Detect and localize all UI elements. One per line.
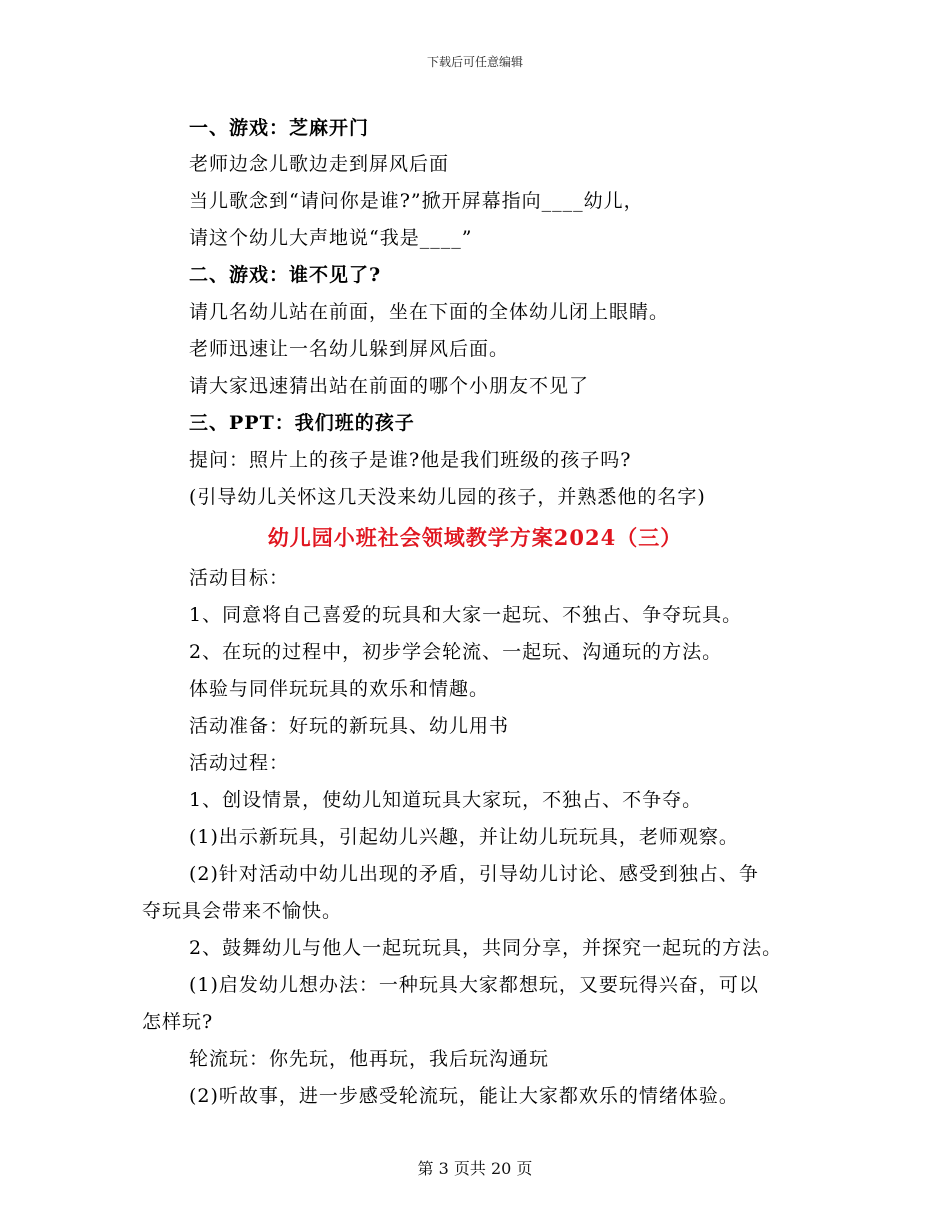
text-line: 请几名幼儿站在前面，坐在下面的全体幼儿闭上眼睛。 (189, 301, 670, 323)
text-line: 老师边念儿歌边走到屏风后面 (189, 153, 450, 175)
text-line: 体验与同伴玩玩具的欢乐和情趣。 (189, 678, 490, 700)
section-heading-1: 一、游戏：芝麻开门 (189, 117, 370, 139)
text-line: 请大家迅速猜出站在前面的哪个小朋友不见了 (189, 375, 590, 397)
text-line: (2)听故事，进一步感受轮流玩，能让大家都欢乐的情绪体验。 (189, 1085, 739, 1107)
page-footer: 第 3 页共 20 页 (417, 1159, 533, 1178)
section-heading-3: 三、PPT：我们班的孩子 (189, 412, 415, 434)
text-line: (2)针对活动中幼儿出现的矛盾，引导幼儿讨论、感受到独占、争 (189, 863, 759, 885)
text-line: 1、同意将自己喜爱的玩具和大家一起玩、不独占、争夺玩具。 (189, 604, 743, 626)
text-line: 请这个幼儿大声地说“我是____” (189, 227, 473, 249)
text-line: 1、创设情景，使幼儿知道玩具大家玩，不独占、不争夺。 (189, 789, 703, 811)
text-line: 2、鼓舞幼儿与他人一起玩玩具，共同分享，并探究一起玩的方法。 (189, 937, 783, 959)
text-line: 提问：照片上的孩子是谁?他是我们班级的孩子吗? (189, 449, 632, 471)
section-heading-2: 二、游戏：谁不见了? (189, 264, 382, 286)
page-header: 下载后可任意编辑 (426, 55, 523, 69)
text-line: 怎样玩? (142, 1011, 214, 1033)
text-line: 2、在玩的过程中，初步学会轮流、一起玩、沟通玩的方法。 (189, 641, 723, 663)
document-title: 幼儿园小班社会领域教学方案2024（三） (267, 525, 683, 550)
text-line: (1)启发幼儿想办法：一种玩具大家都想玩，又要玩得兴奋，可以 (189, 974, 759, 996)
text-line: 活动准备：好玩的新玩具、幼儿用书 (189, 715, 510, 737)
text-line: 夺玩具会带来不愉快。 (142, 900, 343, 922)
text-line: 活动目标： (189, 567, 290, 589)
text-line: 老师迅速让一名幼儿躲到屏风后面。 (189, 338, 510, 360)
text-line: 活动过程： (189, 752, 290, 774)
text-line: 轮流玩：你先玩，他再玩，我后玩沟通玩 (189, 1048, 550, 1070)
text-line: 当儿歌念到“请问你是谁?”掀开屏幕指向____幼儿， (189, 190, 644, 212)
text-line: (引导幼儿关怀这几天没来幼儿园的孩子，并熟悉他的名字) (189, 486, 706, 508)
text-line: (1)出示新玩具，引起幼儿兴趣，并让幼儿玩玩具，老师观察。 (189, 826, 739, 848)
